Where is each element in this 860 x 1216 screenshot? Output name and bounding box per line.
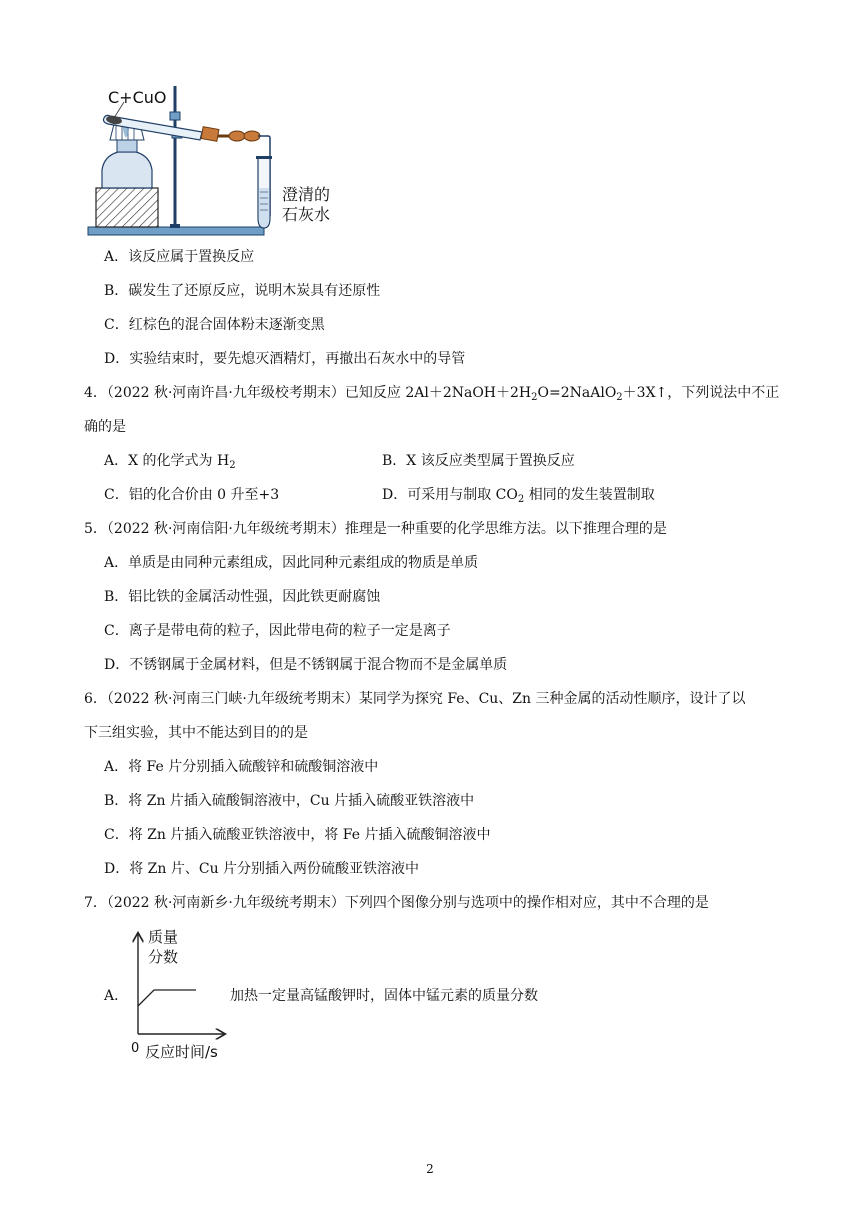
q6-option-b: B．将 Zn 片插入硫酸铜溶液中，Cu 片插入硫酸亚铁溶液中 <box>104 793 475 809</box>
wooden-block <box>96 188 158 227</box>
graph-origin-label: 0 <box>131 1041 140 1056</box>
graph-curve <box>138 990 196 1006</box>
q3-option-c: C．红棕色的混合固体粉末逐渐变黑 <box>104 317 325 333</box>
q7-option-a-graph <box>124 926 234 1060</box>
q5-option-b: B．铝比铁的金属活动性强，因此铁更耐腐蚀 <box>104 589 381 605</box>
label-limewater-line2: 石灰水 <box>282 205 331 224</box>
q7-option-a-letter: A． <box>104 988 129 1004</box>
q4-stem: 4．（2022 秋·河南许昌·九年级校考期末）已知反应 $2Al+2NaOH+2H_2O=2NaAlO_2+3X↑$，下列说法中不正 <box>84 385 780 403</box>
graph-x-label: 反应时间/s <box>145 1043 218 1061</box>
q5-option-c: C．离子是带电荷的粒子，因此带电荷的粒子一定是离子 <box>104 623 451 639</box>
q3-option-b: B．碳发生了还原反应，说明木炭具有还原性 <box>104 283 381 299</box>
label-reactants: C+CuO <box>108 88 167 107</box>
q6-option-c: C．将 Zn 片插入硫酸亚铁溶液中，将 Fe 片插入硫酸铜溶液中 <box>104 827 491 843</box>
q3-option-d: D．实验结束时，要先熄灭酒精灯，再撤出石灰水中的导管 <box>104 351 466 367</box>
q4-option-c: C．铝的化合价由 0 升至+3 <box>104 487 280 503</box>
q5-option-a: A．单质是由同种元素组成，因此同种元素组成的物质是单质 <box>104 555 479 571</box>
q6-stem: 6．（2022 秋·河南三门峡·九年级统考期末）某同学为探究 Fe、Cu、Zn 三种金属的活动性顺序，设计了以 <box>84 691 746 707</box>
q6-option-d: D．将 Zn 片、Cu 片分别插入两份硫酸亚铁溶液中 <box>104 861 420 877</box>
q5-option-d: D．不锈钢属于金属材料，但是不锈钢属于混合物而不是金属单质 <box>104 657 508 673</box>
q6-stem-continued: 下三组实验，其中不能达到目的的是 <box>84 725 308 741</box>
apparatus-base <box>88 227 264 235</box>
q4-option-b: B．X 该反应类型属于置换反应 <box>382 453 575 469</box>
q4-stem-continued: 确的是 <box>84 419 126 435</box>
page-number: 2 <box>426 1162 434 1176</box>
q7-option-a-description: 加热一定量高锰酸钾时，固体中锰元素的质量分数 <box>230 988 538 1004</box>
graph-y-label-line1: 质量 <box>148 928 179 946</box>
q5-stem: 5．（2022 秋·河南信阳·九年级统考期末）推理是一种重要的化学思维方法。以下推理合理的是 <box>84 521 667 537</box>
q3-option-a: A．该反应属于置换反应 <box>104 249 255 265</box>
label-limewater-line1: 澄清的 <box>282 185 331 204</box>
q7-stem: 7．（2022 秋·河南新乡·九年级统考期末）下列四个图像分别与选项中的操作相对应，其中不合理的是 <box>84 895 709 911</box>
q6-option-a: A．将 Fe 片分别插入硫酸锌和硫酸铜溶液中 <box>104 759 379 775</box>
graph-y-label-line2: 分数 <box>148 948 179 966</box>
q4-option-a: A．X 的化学式为 $H_2$ <box>104 453 236 471</box>
q4-option-d: D．可采用与制取 $CO_2$ 相同的发生装置制取 <box>382 487 655 505</box>
alcohol-lamp <box>102 152 152 188</box>
